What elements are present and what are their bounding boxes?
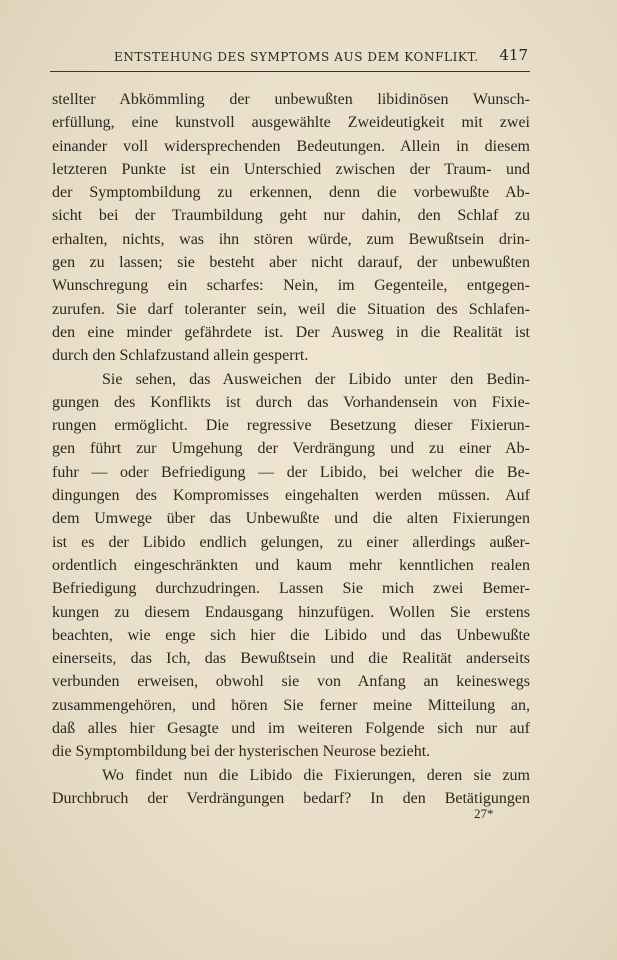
text-line: der Symptombildung zu erkennen, denn die vorbewußte Ab- (52, 184, 530, 202)
text-line: erhalten, nichts, was ihn stören würde, zum Bewußtsein drin- (52, 230, 530, 248)
paragraph (52, 368, 530, 764)
text-line: zusammengehören, und hören Sie ferner meine Mitteilung an, (52, 696, 530, 714)
text-line: ist es der Libido endlich gelungen, zu einer allerdings außer- (52, 533, 530, 551)
text-line: durch den Schlafzustand allein gesperrt. (52, 347, 309, 365)
text-line: dingungen des Kompromisses eingehalten werden müssen. Auf (52, 487, 530, 505)
text-line: gen zu lassen; sie besteht aber nicht darauf, der unbewußten (52, 254, 530, 272)
text-line: verbunden erweisen, obwohl sie von Anfang an keineswegs (52, 673, 530, 691)
running-head: ENTSTEHUNG DES SYMPTOMS AUS DEM KONFLIKT. (114, 50, 479, 64)
text-line: zurufen. Sie darf toleranter sein, weil die Situation des Schlafen- (52, 300, 530, 318)
text-line: Wo findet nun die Libido die Fixierungen, deren sie zum (102, 766, 530, 784)
paragraph (52, 88, 530, 368)
text-line: den eine minder gefährdete ist. Der Ausweg in die Realität ist (52, 323, 530, 341)
text-line: sicht bei der Traumbildung geht nur dahin, den Schlaf zu (52, 207, 530, 225)
header-rule (50, 71, 530, 72)
page-header (50, 44, 528, 70)
page-number: 417 (499, 46, 528, 64)
signature-mark: 27* (474, 806, 494, 821)
text-line: erfüllung, eine kunstvoll ausgewählte Zweideutigkeit mit zwei (52, 114, 530, 132)
text-line: beachten, wie enge sich hier die Libido und das Unbewußte (52, 626, 530, 644)
body-text (52, 88, 530, 810)
text-line: kungen zu diesem Endausgang hinzufügen. Wollen Sie erstens (52, 603, 530, 621)
text-line: rungen ermöglicht. Die regressive Besetzung dieser Fixierun- (52, 417, 530, 435)
text-line: die Symptombildung bei der hysterischen Neurose bezieht. (52, 743, 431, 761)
text-line: fuhr — oder Befriedigung — der Libido, bei welcher die Be- (52, 463, 530, 481)
text-line: einerseits, das Ich, das Bewußtsein und die Realität anderseits (52, 650, 530, 668)
text-line: letzteren Punkte ist ein Unterschied zwischen der Traum- und (52, 160, 530, 178)
text-line: Befriedigung durchzudringen. Lassen Sie mich zwei Bemer- (52, 580, 530, 598)
text-line: ordentlich eingeschränkten und kaum mehr kenntlichen realen (52, 556, 530, 574)
text-line: Durchbruch der Verdrängungen bedarf? In den Betätigungen (52, 789, 530, 807)
text-line: gungen des Konflikts ist durch das Vorhandensein von Fixie- (52, 393, 530, 411)
text-line: einander voll widersprechenden Bedeutungen. Allein in diesem (52, 137, 530, 155)
text-line: Sie sehen, das Ausweichen der Libido unter den Bedin- (102, 370, 530, 388)
text-line: daß alles hier Gesagte und im weiteren Folgende sich nur auf (52, 720, 530, 738)
text-line: Wunschregung ein scharfes: Nein, im Gegenteile, entgegen- (52, 277, 530, 295)
text-line: dem Umwege über das Unbewußte und die alten Fixierungen (52, 510, 530, 528)
paragraph (52, 764, 530, 811)
text-line: gen führt zur Umgehung der Verdrängung und zu einer Ab- (52, 440, 530, 458)
text-line: stellter Abkömmling der unbewußten libidinösen Wunsch- (52, 91, 530, 108)
